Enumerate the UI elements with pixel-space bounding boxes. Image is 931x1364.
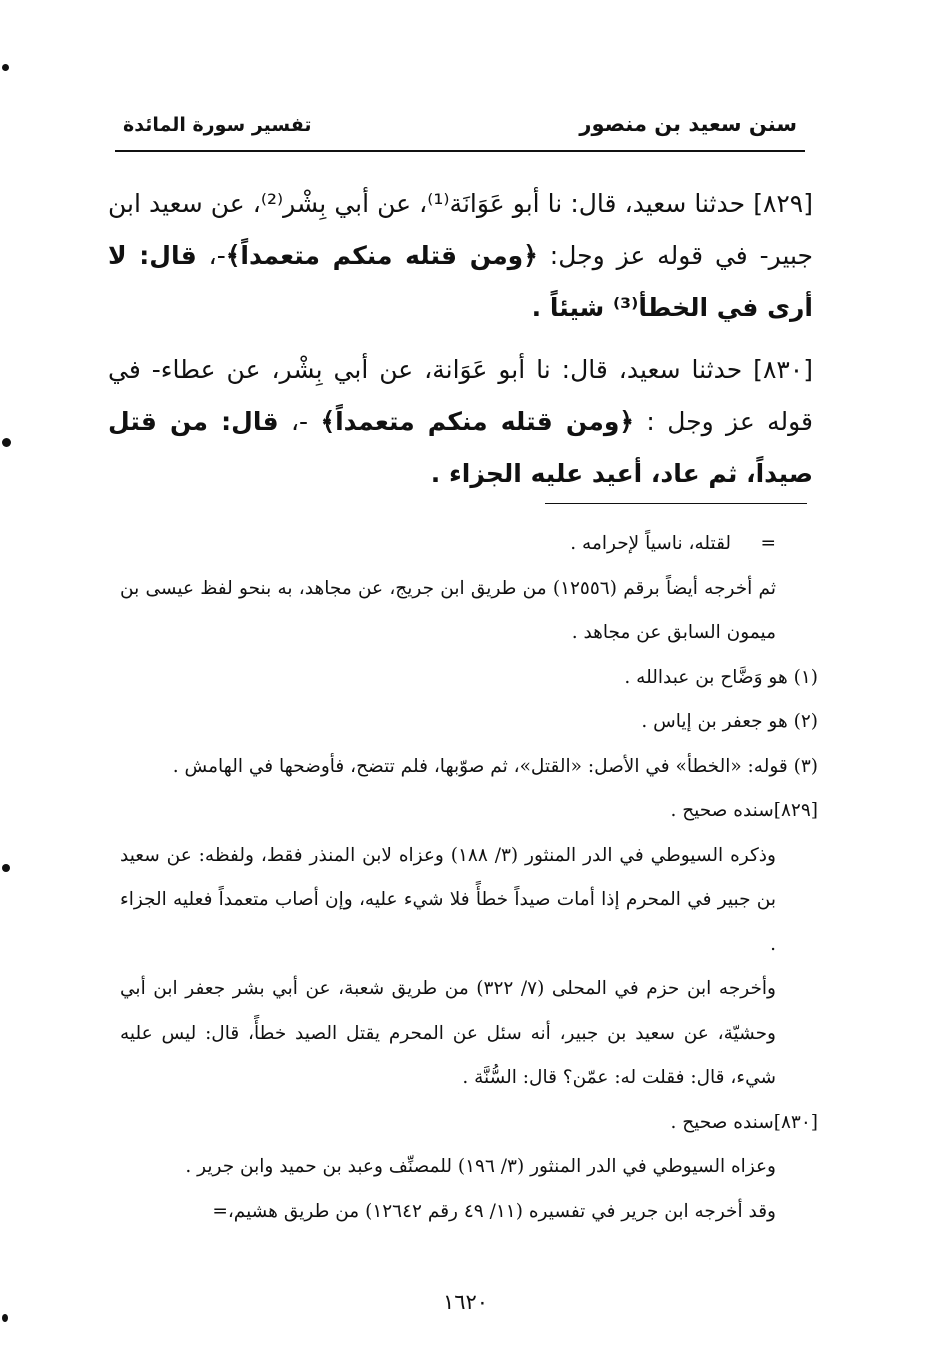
footnote-continuation xyxy=(120,522,818,567)
note-829-para2: وأخرجه ابن حزم في المحلى (٧/ ٣٢٢) من طريق شعبة، عن أبي بشر جعفر ابن أبي وحشيّة، عن سعيد بن جبير، أنه سئل عن المحرم يقتل الصيد خطأً، قال: ليس عليه شيء، قال: فقلت له: عمّن؟ قال: السُّنَّة . xyxy=(120,978,776,1088)
quran-quote: ﴿ومن قتله منكم متعمداً﴾ xyxy=(225,241,538,270)
hadith-text: حدثنا سعيد، قال: نا أبو عَوَانَة⁽¹⁾، عن أبي بِشْر⁽²⁾، عن سعيد ابن جبير- في قوله عز وجل: xyxy=(108,189,814,270)
scan-speck xyxy=(2,438,11,447)
note-829-head: [٨٢٩]سنده صحيح . xyxy=(670,800,818,821)
hadith-saying: قال: لا أرى في الخطأ⁽³⁾ شيئاً . xyxy=(108,241,813,322)
hadith-saying: قال: من قتل صيداً، ثم عاد، أعيد عليه الجزاء . xyxy=(108,407,813,488)
hadith-text-cont: -، xyxy=(278,407,321,436)
scan-speck xyxy=(2,864,10,872)
book-title: سنن سعيد بن منصور xyxy=(579,112,797,136)
section-title: تفسير سورة المائدة xyxy=(123,114,312,136)
continuation-line: لقتله، ناسياً لإحرامه . xyxy=(570,533,732,554)
continuation-marker: = xyxy=(760,533,776,554)
footnote-1: (١) هو وَضَّاح بن عبدالله . xyxy=(624,666,818,688)
hadith-text-cont: -، xyxy=(196,241,226,270)
scan-speck xyxy=(2,64,9,71)
hadith-number: [٨٣٠] xyxy=(753,355,813,384)
hadith-830 xyxy=(108,344,813,500)
note-830-head: [٨٣٠]سنده صحيح . xyxy=(670,1111,818,1133)
note-830-para1: وعزاه السيوطي في الدر المنثور (٣/ ١٩٦) للمصنِّف وعبد بن حميد وابن جرير . xyxy=(185,1156,776,1177)
footnote-2: (٢) هو جعفر بن إياس . xyxy=(641,711,818,732)
hadith-number: [٨٢٩] xyxy=(753,189,814,218)
note-830-para2: وقد أخرجه ابن جرير في تفسيره (١١/ ٤٩ رقم ١٢٦٤٢) من طريق هشيم،= xyxy=(212,1200,776,1222)
hadith-829 xyxy=(108,178,813,334)
footnote-separator xyxy=(545,503,807,504)
footnote-3: (٣) قوله: «الخطأ» في الأصل: «القتل»، ثم صوّبها، فلم تتضح، فأوضحها في الهامش . xyxy=(172,755,818,777)
footnote-paragraph: ثم أخرجه أيضاً برقم (١٢٥٥٦) من طريق ابن جريج، عن مجاهد، به بنحو لفظ عيسى بن ميمون السابق عن مجاهد . xyxy=(120,577,776,643)
running-header xyxy=(115,100,805,150)
note-829-para1: وذكره السيوطي في الدر المنثور (٣/ ١٨٨) وعزاه لابن المنذر فقط، ولفظه: عن سعيد بن جبير في المحرم إذا أمات صيداً خطأً فلا شيء عليه، وإن أصاب متعمداً فعليه الجزاء . xyxy=(120,844,776,955)
hadith-text: حدثنا سعيد، قال: نا أبو عَوَانة، عن أبي بِشْر، عن عطاء- في قوله عز وجل : xyxy=(108,355,814,436)
page-number: ١٦٢٠ xyxy=(442,1290,489,1314)
quran-quote: ﴿ومن قتله منكم متعمداً﴾ xyxy=(320,407,635,436)
header-rule xyxy=(115,150,805,152)
footnotes xyxy=(120,522,818,1234)
scan-speck xyxy=(2,1314,8,1322)
